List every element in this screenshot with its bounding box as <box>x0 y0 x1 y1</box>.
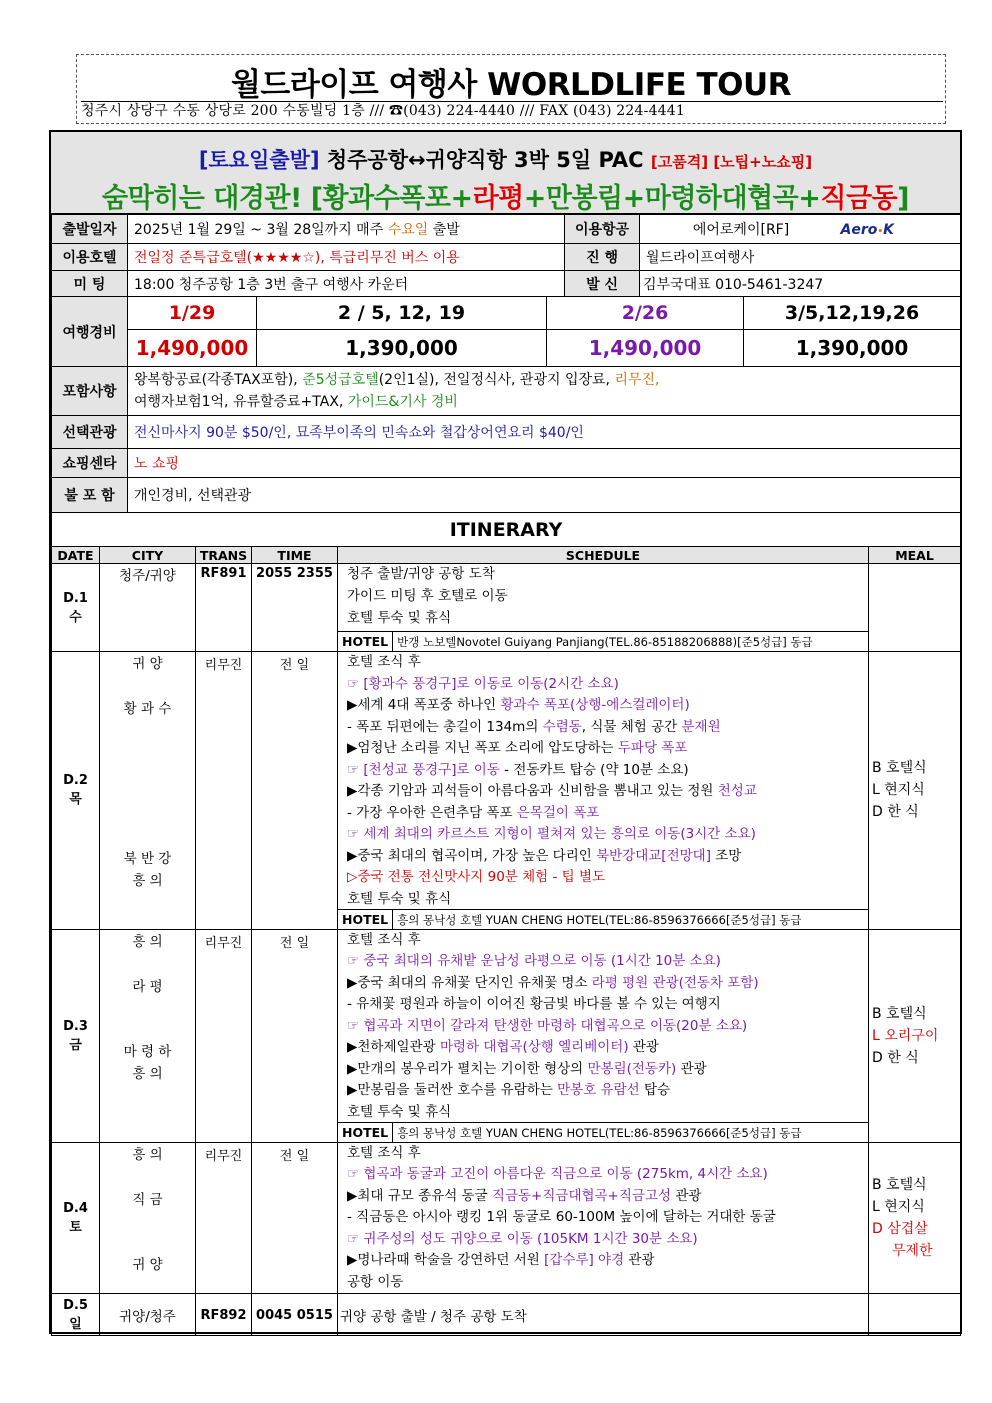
day1-meal <box>869 564 961 652</box>
city-luoping: 라 평 <box>132 978 163 995</box>
highlight-part-a: 숨막히는 대경관! [황과수폭포+ <box>102 183 473 214</box>
itinerary-table <box>51 512 961 1336</box>
hotel-name: 흥의 몽낙성 호텔 YUAN CHENG HOTEL(TEL:86-8596376666[준5성급] 동급 <box>397 1125 802 1140</box>
price-date-row <box>52 297 961 330</box>
shopping-label: 쇼핑센타 <box>52 449 128 478</box>
shopping-value: 노 쇼핑 <box>128 449 961 478</box>
highlight-part-d: 직금동 <box>820 183 898 214</box>
s-highlight: 분재원 <box>681 718 721 735</box>
s-text: - 폭포 뒤편에는 총길이 134m의 <box>347 718 539 735</box>
s-text: , 식물 체험 공간 <box>581 718 678 735</box>
s-text: ▶중국 최대의 협곡이며, 가장 높은 다리인 <box>347 847 592 864</box>
schedule-line: 호텔 조식 후 <box>347 1144 421 1161</box>
schedule-line <box>338 846 868 868</box>
schedule-line: ☞ 중국 최대의 유채밭 운남성 라평으로 이동 (1시간 10분 소요) <box>347 953 721 969</box>
city-xingyi: 흥 의 <box>132 873 163 889</box>
s-highlight: 수렴동 <box>542 718 582 735</box>
airline-value <box>640 215 961 244</box>
s-text: ▶천하제일관광 <box>347 1039 436 1055</box>
exclude-row <box>52 478 961 513</box>
schedule-line <box>338 1059 868 1081</box>
hotel-tag: HOTEL <box>338 910 393 929</box>
meal-lunch: L 현지식 <box>872 782 925 799</box>
hotel-name: 반갱 노보텔Novotel Guiyang Panjiang(TEL.86-85188206888)[준5성급] 동급 <box>397 635 813 649</box>
airline-label: 이용항공 <box>565 215 640 244</box>
meal-breakfast: B 호텔식 <box>872 1005 927 1022</box>
schedule-line: 호텔 투숙 및 휴식 <box>347 1103 452 1120</box>
s-text: 관광 <box>676 1060 707 1077</box>
itinerary-day5 <box>52 1294 961 1336</box>
meeting-label: 미 팅 <box>52 271 128 297</box>
schedule-line <box>338 1250 868 1272</box>
include-l2b: 가이드&기사 경비 <box>347 394 458 410</box>
day3-trans: 리무진 <box>196 929 252 1142</box>
schedule-line <box>338 1037 868 1059</box>
s-highlight: 은목걸이 폭포 <box>516 804 600 821</box>
day3-meal <box>869 929 961 1142</box>
hotel-tag: HOTEL <box>338 632 393 651</box>
price-value-3: 1,490,000 <box>547 330 744 367</box>
s-highlight: 두파당 폭포 <box>617 740 688 756</box>
day4-label: D.4 <box>63 1200 88 1216</box>
price-value-4: 1,390,000 <box>744 330 961 367</box>
s-text: ▶최대 규모 종유석 동굴 <box>347 1187 488 1204</box>
day2-label: D.2 <box>63 773 88 789</box>
s-text: 관광 <box>628 1039 659 1055</box>
progress-value: 월드라이프여행사 <box>640 244 961 271</box>
col-city: CITY <box>100 547 196 564</box>
day4-schedule <box>338 1142 869 1294</box>
itinerary-day4 <box>52 1142 961 1294</box>
s-highlight: 황과수 폭포(상행-에스컬레이터) <box>500 697 690 713</box>
meal-lunch: L 오리구이 <box>872 1027 939 1044</box>
day3-date <box>52 929 100 1142</box>
price-date-1: 1/29 <box>128 297 257 330</box>
tour-info-table <box>51 214 961 513</box>
day3-city <box>100 929 196 1142</box>
itinerary-day2 <box>52 652 961 930</box>
departure-label: 출발일자 <box>52 215 128 244</box>
highlight-part-b: 라평 <box>472 183 524 214</box>
day5-trans: RF892 <box>196 1294 252 1336</box>
day2-weekday: 목 <box>69 792 82 808</box>
day1-label: D.1 <box>63 590 88 606</box>
s-highlight: ☞ [천성교 풍경구]로 이동 <box>347 761 500 778</box>
day5-label: D.5 <box>63 1297 88 1313</box>
s-highlight: 라평 평원 관광(전동차 포함) <box>591 974 759 991</box>
s-highlight: 마령하 대협곡(상행 엘리베이터) <box>439 1039 629 1055</box>
include-l1c: (2인1실), 전일정식사, 관광지 입장료, <box>378 372 610 388</box>
meal-dinner-note: 무제한 <box>892 1242 933 1259</box>
schedule-line: 공항 이동 <box>347 1273 404 1290</box>
city-guiyang: 귀 양 <box>132 656 163 672</box>
tour-document <box>49 130 962 1334</box>
option-row <box>52 416 961 449</box>
company-title <box>77 59 945 104</box>
day1-date <box>52 564 100 652</box>
s-highlight: [갑수루] 야경 <box>544 1252 625 1268</box>
s-text: 관광 <box>624 1252 655 1268</box>
s-text: ▶중국 최대의 유채꽃 단지인 유채꽃 명소 <box>347 974 588 991</box>
route-title: 청주공항↔귀양직항 3박 5일 PAC <box>326 148 644 172</box>
day1-schedule <box>338 564 869 652</box>
include-l2a: 여행자보험1억, 유류할증료+TAX, <box>134 394 344 410</box>
city-malinghe: 마 령 하 <box>123 1043 172 1060</box>
s-text: ▶각종 기암과 괴석들이 아름다움과 신비함을 뽐내고 있는 정원 <box>347 783 714 799</box>
s-text: ▶명나라때 학술을 강연하던 서원 <box>347 1252 540 1268</box>
s-text: ▶만봉림을 둘러싼 호수를 유람하는 <box>347 1082 553 1098</box>
highlight-part-c: +만봉림+마령하대협곡+ <box>523 183 821 214</box>
issuer-label: 발 신 <box>565 271 640 297</box>
day3-schedule <box>338 929 869 1142</box>
day1-city: 청주/귀양 <box>100 564 196 652</box>
price-date-3: 2/26 <box>547 297 744 330</box>
schedule-line: - 직금동은 아시아 랭킹 1위 동굴로 60-100M 높이에 달하는 거대한 동굴 <box>347 1209 776 1225</box>
s-text: 조망 <box>710 847 742 864</box>
s-highlight: 만봉호 유람선 <box>557 1082 640 1098</box>
city-beipanjiang: 북 반 강 <box>123 851 172 867</box>
company-address: 청주시 상당구 수동 상당로 200 수동빌딩 1층 /// ☎(043) 224-4440 /// FAX (043) 224-4441 <box>81 101 943 121</box>
issuer-value: 김부국대표 010-5461-3247 <box>640 271 961 297</box>
schedule-line: ☞ 세계 최대의 카르스트 지형이 펼쳐져 있는 흥의로 이동(3시간 소요) <box>347 826 756 842</box>
s-text: - 전동카트 탑승 (약 10분 소요) <box>499 761 689 778</box>
meal-dinner: D 한 식 <box>872 1049 919 1066</box>
meal-lunch: L 현지식 <box>872 1198 925 1215</box>
city-xingyi: 흥 의 <box>132 933 163 950</box>
day5-weekday: 일 <box>69 1316 82 1332</box>
departure-row <box>52 215 961 244</box>
s-text: ▶엄청난 소리를 지닌 폭포 소리에 압도당하는 <box>347 740 614 756</box>
hotel-tag: HOTEL <box>338 1123 393 1142</box>
schedule-line <box>338 760 868 782</box>
exclude-value: 개인경비, 선택관광 <box>128 478 961 513</box>
city-huangguoshu: 황 과 수 <box>123 701 172 717</box>
s-highlight: 천성교 <box>717 783 757 799</box>
price-value-row <box>52 330 961 367</box>
price-date-2: 2 / 5, 12, 19 <box>257 297 547 330</box>
schedule-line <box>338 1080 868 1102</box>
day2-date <box>52 652 100 930</box>
meeting-row <box>52 271 961 297</box>
schedule-line: 호텔 투숙 및 휴식 <box>347 610 452 626</box>
day4-city <box>100 1142 196 1294</box>
schedule-line: ☞ 협곡과 동굴과 고진이 아름다운 직금으로 이동 (275km, 4시간 소요) <box>347 1166 768 1182</box>
option-label: 선택관광 <box>52 416 128 449</box>
s-text: ▶세계 4대 폭포중 하나인 <box>347 697 497 713</box>
include-l1a: 왕복항공료(각종TAX포함), <box>134 372 298 388</box>
exclude-label: 불 포 함 <box>52 478 128 513</box>
include-value <box>128 367 961 416</box>
itinerary-header-row <box>52 547 961 564</box>
meal-dinner: D 한 식 <box>872 804 919 821</box>
schedule-line <box>338 781 868 803</box>
tour-title-line2 <box>51 176 960 215</box>
city-zhijin: 직 금 <box>132 1191 163 1208</box>
tour-tags: [고품격] [노팁+노쇼핑] <box>650 153 813 171</box>
s-text: 관광 <box>671 1187 702 1204</box>
hotel-row <box>52 244 961 271</box>
meal-breakfast: B 호텔식 <box>872 1176 927 1193</box>
day3-weekday: 금 <box>69 1037 82 1053</box>
day5-date <box>52 1294 100 1336</box>
city-guiyang: 귀 양 <box>132 1256 163 1273</box>
day4-weekday: 토 <box>69 1219 82 1235</box>
day2-trans: 리무진 <box>196 652 252 930</box>
schedule-line <box>338 695 868 717</box>
departure-weekday: 수요일 <box>387 222 429 238</box>
day3-hotel <box>338 1122 868 1142</box>
schedule-line <box>338 1186 868 1208</box>
progress-label: 진 행 <box>565 244 640 271</box>
departure-day-tag: [토요일출발] <box>198 148 320 172</box>
s-highlight: 만봉림(전동카) <box>587 1060 677 1077</box>
s-text: 탑승 <box>639 1082 671 1098</box>
schedule-line: 호텔 조식 후 <box>347 654 421 670</box>
schedule-line <box>338 738 868 760</box>
schedule-line: 가이드 미팅 후 호텔로 이동 <box>347 588 508 604</box>
schedule-line: ☞ [황과수 풍경구]로 이동로 이동(2시간 소요) <box>347 675 619 692</box>
itinerary-day3 <box>52 929 961 1142</box>
price-value-2: 1,390,000 <box>257 330 547 367</box>
schedule-line: 청주 출발/귀양 공항 도착 <box>347 566 495 582</box>
schedule-line: ☞ 협곡과 지면이 갈라져 탄생한 마령하 대협곡으로 이동(20분 소요) <box>347 1017 748 1034</box>
schedule-line: - 유채꽃 평원과 하늘이 이어진 황금빛 바다를 볼 수 있는 여행지 <box>347 996 721 1012</box>
aerok-logo-text: Aero <box>840 222 878 238</box>
company-title-kr: 월드라이프 여행사 <box>230 67 477 103</box>
col-schedule: SCHEDULE <box>338 547 869 564</box>
price-value-1: 1,490,000 <box>128 330 257 367</box>
departure-value <box>128 215 565 244</box>
day2-time: 전 일 <box>252 652 338 930</box>
include-label: 포함사항 <box>52 367 128 416</box>
schedule-line: 호텔 조식 후 <box>347 931 421 948</box>
meeting-value: 18:00 청주공항 1층 3번 출구 여행사 카운터 <box>128 271 565 297</box>
day4-trans: 리무진 <box>196 1142 252 1294</box>
include-l1b: 준5성급호텔 <box>302 372 379 388</box>
hotel-value: 전일정 준특급호텔(★★★★☆), 특급리무진 버스 이용 <box>128 244 565 271</box>
company-title-en: WORLDLIFE TOUR <box>487 67 792 103</box>
schedule-line <box>338 973 868 995</box>
price-label: 여행경비 <box>52 297 128 367</box>
day1-weekday: 수 <box>69 609 82 625</box>
day3-label: D.3 <box>63 1018 88 1034</box>
schedule-line: ☞ 귀주성의 성도 귀양으로 이동 (105KM 1시간 30분 소요) <box>347 1230 698 1247</box>
s-highlight: 북반강대교[전망대] <box>596 847 711 864</box>
aerok-logo-k: K <box>883 222 894 238</box>
day2-schedule <box>338 652 869 930</box>
price-date-4: 3/5,12,19,26 <box>744 297 961 330</box>
day4-meal <box>869 1142 961 1294</box>
day5-city: 귀양/청주 <box>100 1294 196 1336</box>
tour-title-line1 <box>51 144 960 174</box>
day1-time: 2055 2355 <box>252 564 338 652</box>
company-header <box>76 54 946 124</box>
col-time: TIME <box>252 547 338 564</box>
departure-suffix: 출발 <box>432 222 460 238</box>
day5-time: 0045 0515 <box>252 1294 338 1336</box>
col-date: DATE <box>52 547 100 564</box>
day1-trans: RF891 <box>196 564 252 652</box>
option-value: 전신마사지 90분 $50/인, 묘족부이족의 민속쇼와 철갑상어연요리 $40/인 <box>128 416 961 449</box>
col-trans: TRANS <box>196 547 252 564</box>
include-l1d: 리무진, <box>614 372 660 388</box>
aerok-logo: Aero•K <box>840 222 894 238</box>
day1-hotel <box>338 631 868 651</box>
day5-meal <box>869 1294 961 1336</box>
day2-city <box>100 652 196 930</box>
day4-date <box>52 1142 100 1294</box>
day4-time: 전 일 <box>252 1142 338 1294</box>
schedule-line <box>338 803 868 825</box>
hotel-label: 이용호텔 <box>52 244 128 271</box>
highlight-part-e: ] <box>897 183 909 214</box>
schedule-line: 호텔 투숙 및 휴식 <box>347 890 452 907</box>
meal-dinner: D 삼겹살 <box>872 1220 928 1237</box>
s-text: ▶만개의 봉우리가 펼치는 기이한 형상의 <box>347 1060 584 1077</box>
day3-time: 전 일 <box>252 929 338 1142</box>
departure-dates: 2025년 1월 29일 ~ 3월 28일까지 매주 <box>134 222 384 238</box>
day5-schedule: 귀양 공항 출발 / 청주 공항 도착 <box>338 1294 869 1336</box>
schedule-line: ▷중국 전통 전신맛사지 90분 체험 - 팁 별도 <box>347 869 606 885</box>
itinerary-title-row <box>52 513 961 547</box>
s-highlight: 직금동+직금대협곡+직금고성 <box>491 1187 672 1204</box>
itinerary-day1 <box>52 564 961 652</box>
day2-meal <box>869 652 961 930</box>
schedule-line <box>338 717 868 739</box>
airline-name: 에어로케이[RF] <box>692 222 790 238</box>
col-meal: MEAL <box>869 547 961 564</box>
s-text: - 가장 우아한 은련추담 폭포 <box>347 804 513 821</box>
shopping-row <box>52 449 961 478</box>
city-xingyi: 흥 의 <box>132 1065 163 1082</box>
city-xingyi: 흥 의 <box>132 1146 163 1163</box>
itinerary-title: ITINERARY <box>52 513 961 547</box>
include-row <box>52 367 961 416</box>
day2-hotel <box>338 909 868 929</box>
tour-title-box <box>51 132 960 214</box>
hotel-name: 흥의 몽낙성 호텔 YUAN CHENG HOTEL(TEL:86-8596376666[준5성급] 동급 <box>397 912 802 927</box>
meal-breakfast: B 호텔식 <box>872 760 927 777</box>
